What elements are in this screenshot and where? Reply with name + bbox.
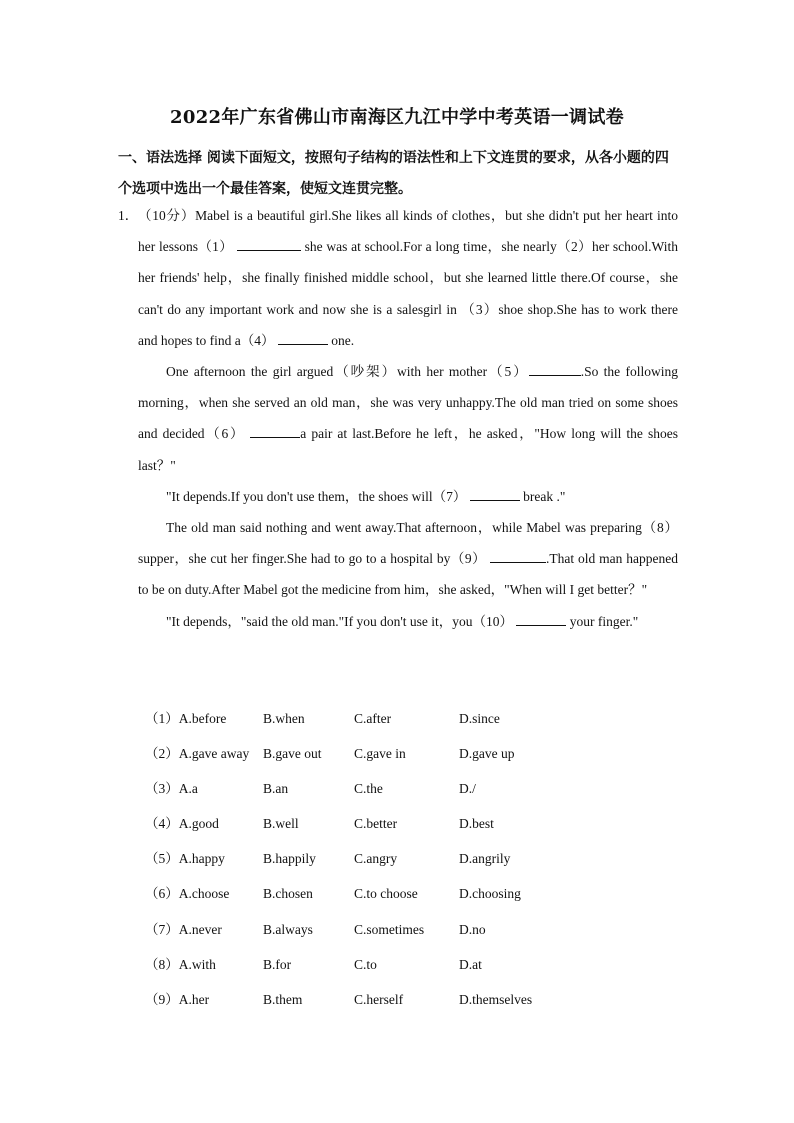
option-a[interactable]: （5）A.happy	[145, 851, 225, 867]
passage-text: one.	[327, 332, 355, 348]
option-d[interactable]: D.best	[459, 816, 494, 832]
answer-blank-1[interactable]	[237, 238, 301, 251]
option-row	[145, 806, 665, 841]
option-d[interactable]: D.no	[459, 921, 486, 937]
passage-text: your finger."	[566, 613, 639, 629]
option-a[interactable]: （2）A.gave away	[145, 746, 250, 762]
option-c[interactable]: C.after	[354, 711, 392, 726]
option-a[interactable]: （1）A.before	[145, 711, 227, 726]
option-b[interactable]: B.for	[263, 956, 292, 972]
option-row	[145, 912, 665, 947]
passage-text: .So the following morning，when she served an old man，she was very unhappy.The old man tried on some shoes and decided（6）	[138, 364, 678, 442]
question-1	[118, 200, 678, 637]
option-c[interactable]: C.herself	[354, 991, 404, 1007]
answer-blank-9[interactable]	[490, 550, 546, 563]
passage-paragraph-1	[118, 200, 678, 356]
option-c[interactable]: C.the	[354, 781, 383, 797]
option-b[interactable]: B.well	[263, 816, 299, 832]
answer-blank-10[interactable]	[516, 613, 566, 626]
option-c[interactable]: C.sometimes	[354, 921, 425, 937]
section-heading	[118, 143, 678, 205]
option-c[interactable]: C.to	[354, 956, 377, 972]
option-d[interactable]: D./	[459, 781, 476, 797]
passage-text: .That old man happened to be on duty.After Mabel got the medicine from him，she asked，"When will I get better？"	[138, 551, 679, 598]
passage-text: break ."	[519, 488, 566, 504]
passage-text: （10分）Mabel is a beautiful girl.She likes all kinds of clothes，but she didn't put her heart into her lessons（1）	[138, 208, 678, 255]
option-d[interactable]: D.angrily	[459, 851, 511, 867]
option-a[interactable]: （8）A.with	[145, 956, 216, 972]
option-c[interactable]: C.better	[354, 816, 398, 832]
answer-blank-5[interactable]	[529, 363, 581, 376]
option-b[interactable]: B.happily	[263, 851, 316, 867]
option-d[interactable]: D.gave up	[459, 746, 515, 762]
option-b[interactable]: B.when	[263, 711, 305, 726]
option-d[interactable]: D.since	[459, 711, 500, 726]
option-row	[145, 771, 665, 806]
option-d[interactable]: D.choosing	[459, 886, 521, 902]
question-number: 1．	[118, 208, 139, 223]
passage-text: a pair at last.Before he left，he asked，"How long will the shoes last？"	[138, 426, 679, 473]
option-b[interactable]: B.an	[263, 781, 289, 797]
option-c[interactable]: C.angry	[354, 851, 398, 867]
option-d[interactable]: D.themselves	[459, 991, 533, 1007]
passage-text: One afternoon the girl argued（吵架）with her mother（5）	[166, 364, 529, 380]
answer-blank-6[interactable]	[250, 425, 300, 438]
passage-paragraph-4	[118, 512, 678, 606]
option-c[interactable]: C.gave in	[354, 746, 406, 762]
option-a[interactable]: （9）A.her	[145, 991, 210, 1007]
option-d[interactable]: D.at	[459, 956, 482, 972]
option-b[interactable]: B.always	[263, 921, 313, 937]
option-row	[145, 841, 665, 876]
answer-blank-4[interactable]	[278, 332, 328, 345]
section-heading-line: 个选项中选出一个最佳答案，使短文连贯完整。	[118, 181, 412, 197]
option-a[interactable]: （6）A.choose	[145, 886, 230, 902]
passage-paragraph-2	[118, 356, 678, 481]
option-row	[145, 701, 665, 736]
option-b[interactable]: B.gave out	[263, 746, 322, 762]
passage-text: "It depends，"said the old man."If you don't use it，you（10）	[166, 613, 514, 629]
passage-text: The old man said nothing and went away.That afternoon，while Mabel was preparing（8）supper，she cut her finger.She had to go to a hospital by（9）	[138, 520, 678, 567]
option-b[interactable]: B.them	[263, 991, 303, 1007]
option-a[interactable]: （3）A.a	[145, 781, 198, 797]
option-a[interactable]: （4）A.good	[145, 816, 219, 832]
passage-text: "It depends.If you don't use them，the shoes will（7）	[166, 488, 467, 504]
answer-blank-7[interactable]	[470, 488, 520, 501]
passage-text: she was at school.For a long time，she nearly（2）her school.With her friends' help，she finally finished middle school，but she learned little there.Of course，she can't do any important work and now she is a salesgirl in （3）shoe shop.She has to work there and hopes to find a（4）	[138, 239, 678, 348]
passage-paragraph-5	[118, 606, 678, 637]
option-row	[145, 876, 665, 911]
option-row	[145, 736, 665, 771]
option-row	[145, 982, 665, 1017]
option-a[interactable]: （7）A.never	[145, 921, 222, 937]
option-row	[145, 947, 665, 982]
exam-title: 2022年广东省佛山市南海区九江中学中考英语一调试卷	[170, 107, 624, 128]
option-c[interactable]: C.to choose	[354, 886, 418, 902]
passage-paragraph-3	[118, 481, 678, 512]
option-b[interactable]: B.chosen	[263, 886, 313, 902]
answer-options	[145, 701, 665, 1017]
section-heading-line: 一、语法选择 阅读下面短文，按照句子结构的语法性和上下文连贯的要求，从各小题的四	[118, 150, 669, 166]
